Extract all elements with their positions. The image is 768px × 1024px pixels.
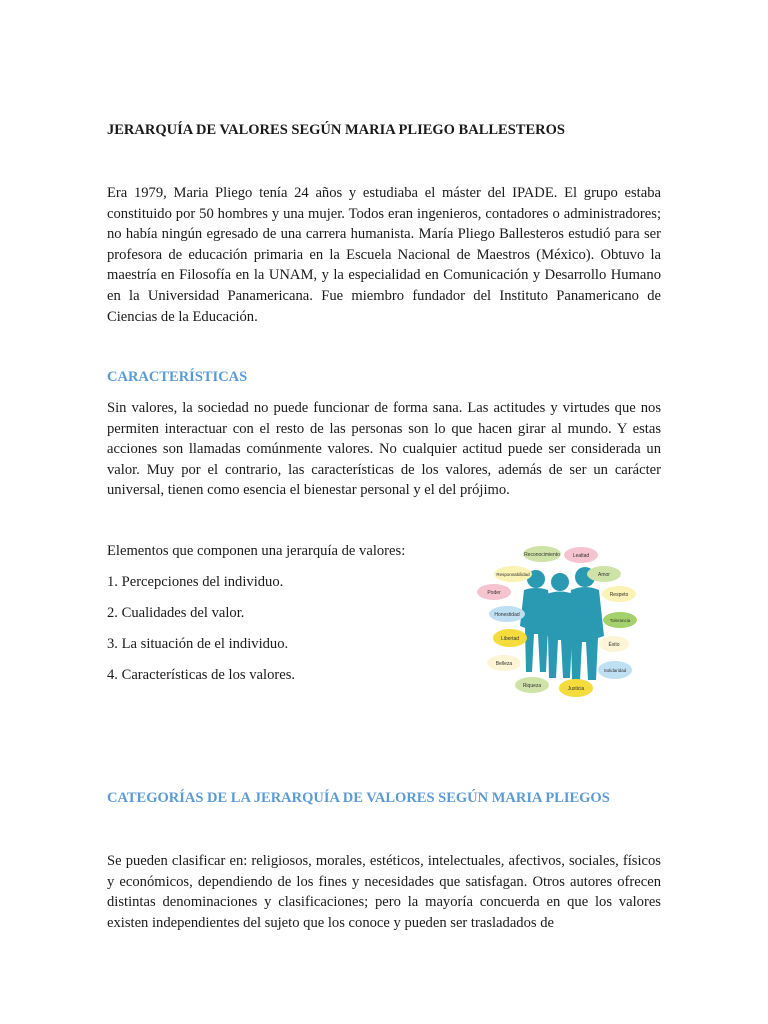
people-silhouette [520,567,604,680]
silhouette-body [566,587,604,680]
value-label: Riqueza [522,683,542,689]
elements-intro: Elementos que componen una jerarquía de valores: [107,543,406,559]
section-heading-categorias: CATEGORÍAS DE LA JERARQUÍA DE VALORES SEGÚN MARIA PLIEGOS [107,790,610,806]
value-label: Lealtad [572,553,590,559]
value-label: Éxito [608,642,620,648]
value-label: Poder [487,590,501,596]
value-label: Tolerancia [609,618,631,623]
intro-paragraph: Era 1979, Maria Pliego tenía 24 años y estudiaba el máster del IPADE. El grupo estaba constituido por 50 hombres y una mujer. Todos eran ingenieros, contadores o administradores; no había ningún egresado de una carrera humanista. María Pliego Ballesteros estudió para ser profesora de educación primaria en la Escuela Nacional de Maestros (México). Obtuvo la maestría en Filosofía en la UNAM, y la especialidad en Comunicación y Desarrollo Humano en la Universidad Panamericana. Fue miembro fundador del Instituto Panamericano de Ciencias de la Educación. [107,185,661,325]
list-item: 4. Características de los valores. [107,667,296,683]
values-illustration-svg [468,542,640,700]
value-label: Responsabilidad [496,572,530,577]
list-item: 3. La situación de el individuo. [107,636,289,652]
value-label: Solidaridad [603,668,627,673]
value-label: Respeto [609,592,629,598]
list-item: 2. Cualidades del valor. [107,605,245,621]
document-title: JERARQUÍA DE VALORES SEGÚN MARIA PLIEGO BALLESTEROS [107,122,565,138]
silhouette-head [551,573,569,591]
value-label: Reconocimiento [524,552,560,558]
value-label: Belleza [495,661,513,667]
value-label: Honestidad [494,612,520,618]
caracteristicas-paragraph: Sin valores, la sociedad no puede funcionar de forma sana. Las actitudes y virtudes que nos permiten interactuar con el resto de las personas son lo que hacen girar al mundo. Y estas acciones son llamadas comúnmente valores. No cualquier actitud puede ser considerada un valor. Muy por el contrario, las características de los valores, además de ser un carácter universal, tienen como esencia el bienestar personal y el del prójimo. [107,400,661,499]
categorias-paragraph: Se pueden clasificar en: religiosos, morales, estéticos, intelectuales, afectivos, sociales, físicos y económicos, dependiendo de los fines y necesidades que satisfagan. Otros autores ofrecen distintas denominaciones y clasificaciones; pero la mayoría concuerda en que los valores existen independientes del sujeto que los conoce y pueden ser trasladados de [107,853,661,931]
list-item: 1. Percepciones del individuo. [107,574,284,590]
value-label: Amor [598,572,610,578]
section-heading-caracteristicas: CARACTERÍSTICAS [107,369,248,385]
values-illustration [468,542,640,700]
value-label: Justicia [567,686,585,692]
value-label: Libertad [500,636,520,642]
